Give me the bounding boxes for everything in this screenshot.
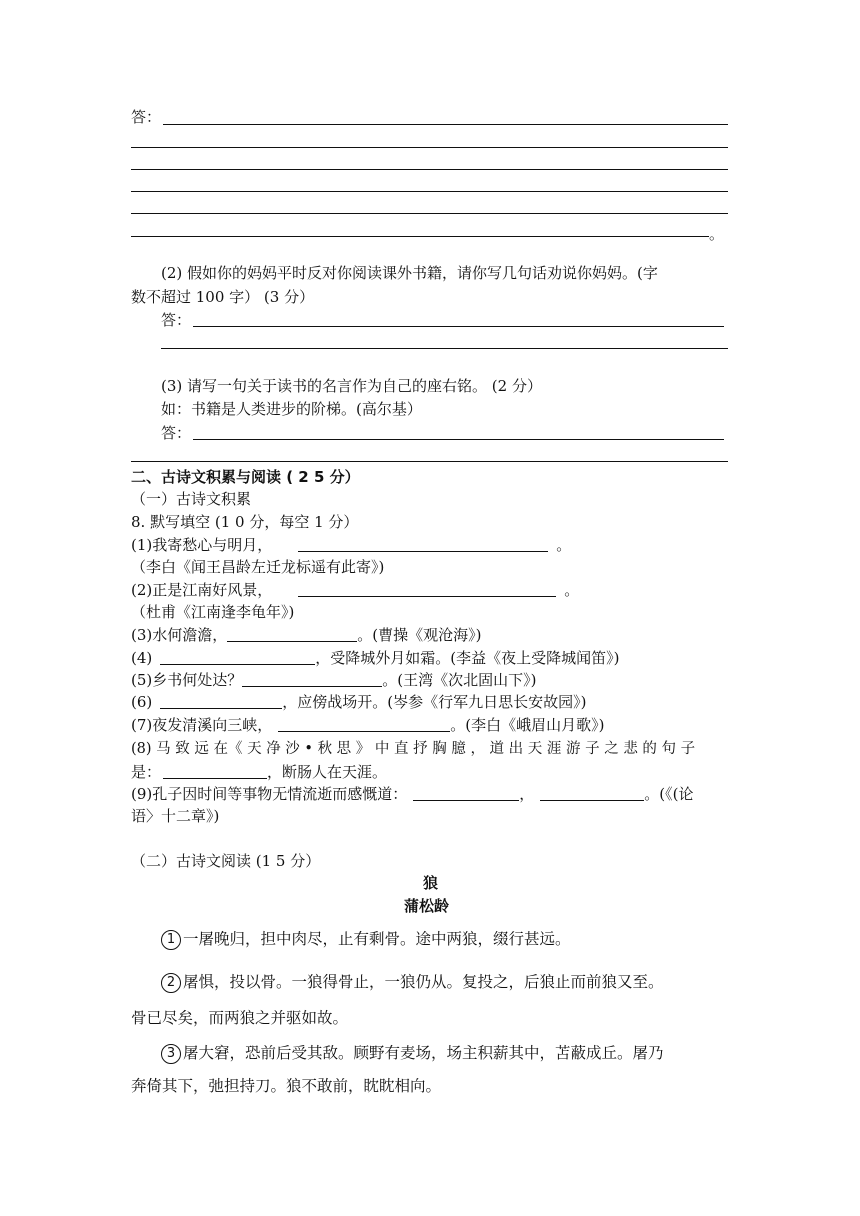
fill-6-text: ，应傍战场开。(岑参《行军九日思长安故园》) — [282, 693, 587, 711]
fill-5-source: 。(王湾《次北固山下》) — [382, 671, 537, 689]
fill-9-line2: 语〉十二章》) — [131, 807, 220, 825]
fill-8-line1: (8) 马 致 远 在《 天 净 沙 • 秋 思 》 中 直 抒 胸 臆 ， 道 出 天 涯 游 子 之 悲 的 句 子 — [131, 741, 696, 757]
answer-line[interactable] — [131, 147, 728, 148]
fill-blank[interactable] — [160, 648, 315, 665]
fill-6-number: (6) — [131, 693, 153, 711]
fill-3-text: (3)水何澹澹， — [131, 626, 228, 644]
section-2-heading: 二、古诗文积累与阅读 ( 2 5 分） — [131, 468, 360, 486]
fill-7-text: (7)夜发清溪向三峡， — [131, 716, 273, 734]
fill-2 — [131, 580, 579, 600]
fill-blank[interactable] — [278, 715, 450, 732]
fill-2-text: (2)正是江南好风景， — [131, 581, 273, 599]
fill-2-source: （杜甫《江南逢李龟年》) — [131, 603, 295, 621]
fill-blank[interactable] — [242, 670, 382, 687]
paragraph-number-1: 1 — [161, 930, 181, 950]
passage-paragraph-3-line2: 奔倚其下，弛担持刀。狼不敢前，眈眈相向。 — [131, 1077, 442, 1095]
fill-3-source: 。(曹操《观沧海》) — [357, 626, 482, 644]
fill-4 — [131, 648, 619, 668]
fill-blank[interactable] — [540, 784, 644, 801]
poem-title: 狼 — [423, 874, 439, 892]
fill-6 — [131, 692, 586, 712]
fill-5-text: (5)乡书何处达？ — [131, 671, 243, 689]
question-8: 8. 默写填空 (1 0 分，每空 1 分） — [131, 513, 359, 531]
fill-5 — [131, 670, 536, 690]
answer-line[interactable] — [131, 213, 728, 214]
fill-blank[interactable] — [298, 535, 548, 552]
poem-author: 蒲松龄 — [404, 897, 450, 915]
paragraph-2-text: 屠惧，投以骨。一狼得骨止，一狼仍从。复投之，后狼止而前狼又至。 — [183, 973, 664, 991]
fill-blank[interactable] — [160, 692, 282, 709]
answer-label-1: 答： — [131, 108, 162, 126]
answer-line[interactable] — [131, 169, 728, 170]
paragraph-3-text: 屠大窘，恐前后受其敌。顾野有麦场，场主积薪其中，苫蔽成丘。屠乃 — [183, 1044, 664, 1062]
fill-8-prefix: 是： — [131, 763, 162, 781]
part-1-heading: （一）古诗文积累 — [131, 490, 252, 508]
paragraph-number-3: 3 — [161, 1044, 181, 1064]
passage-paragraph-3-line1 — [161, 1043, 664, 1064]
period: 。 — [709, 225, 725, 243]
fill-8-line2 — [131, 762, 387, 782]
fill-1-text: (1)我寄愁心与明月， — [131, 536, 273, 554]
answer-line[interactable] — [131, 191, 728, 192]
fill-blank[interactable] — [298, 580, 556, 597]
passage-paragraph-2-line2: 骨已尽矣，而两狼之并驱如故。 — [131, 1009, 349, 1027]
fill-9-line1 — [131, 784, 693, 804]
answer-line[interactable] — [161, 348, 728, 349]
part-2-heading: （二）古诗文阅读 (1 5 分） — [131, 852, 321, 870]
fill-9-prefix: (9)孔子因时间等事物无情流逝而感慨道： — [131, 785, 408, 803]
answer-line[interactable] — [193, 326, 724, 327]
fill-7-source: 。(李白《峨眉山月歌》) — [450, 716, 605, 734]
fill-blank[interactable] — [227, 625, 357, 642]
fill-4-number: (4) — [131, 649, 153, 667]
fill-1 — [131, 535, 571, 555]
question-2-line1: (2) 假如你的妈妈平时反对你阅读课外书籍，请你写几句话劝说你妈妈。(字 — [161, 264, 658, 282]
paragraph-number-2: 2 — [161, 973, 181, 993]
fill-9-suffix: 。(《(论 — [644, 785, 694, 803]
fill-blank[interactable] — [163, 762, 267, 779]
passage-paragraph-1 — [161, 929, 571, 950]
fill-7 — [131, 715, 604, 735]
period: 。 — [564, 581, 580, 599]
answer-label-3: 答： — [161, 424, 192, 442]
fill-9-comma: ， — [519, 785, 535, 803]
fill-8-suffix: ，断肠人在天涯。 — [267, 763, 388, 781]
period: 。 — [556, 536, 572, 554]
answer-label-2: 答： — [161, 311, 192, 329]
question-2-line2: 数不超过 100 字） (3 分） — [131, 288, 315, 306]
answer-line[interactable] — [163, 124, 728, 125]
fill-3 — [131, 625, 481, 645]
answer-line[interactable] — [131, 236, 709, 237]
answer-line[interactable] — [193, 439, 724, 440]
fill-1-source: （李白《闻王昌龄左迁龙标遥有此寄》) — [131, 558, 385, 576]
answer-line[interactable] — [131, 461, 728, 462]
passage-paragraph-2-line1 — [161, 972, 664, 993]
fill-blank[interactable] — [413, 784, 519, 801]
question-3-example: 如：书籍是人类进步的阶梯。(高尔基） — [161, 400, 422, 418]
question-3-line1: (3) 请写一句关于读书的名言作为自己的座右铭。 (2 分） — [161, 377, 542, 395]
fill-4-text: ，受降城外月如霜。(李益《夜上受降城闻笛》) — [315, 649, 620, 667]
paragraph-1-text: 一屠晚归，担中肉尽，止有剩骨。途中两狼，缀行甚远。 — [183, 930, 571, 948]
